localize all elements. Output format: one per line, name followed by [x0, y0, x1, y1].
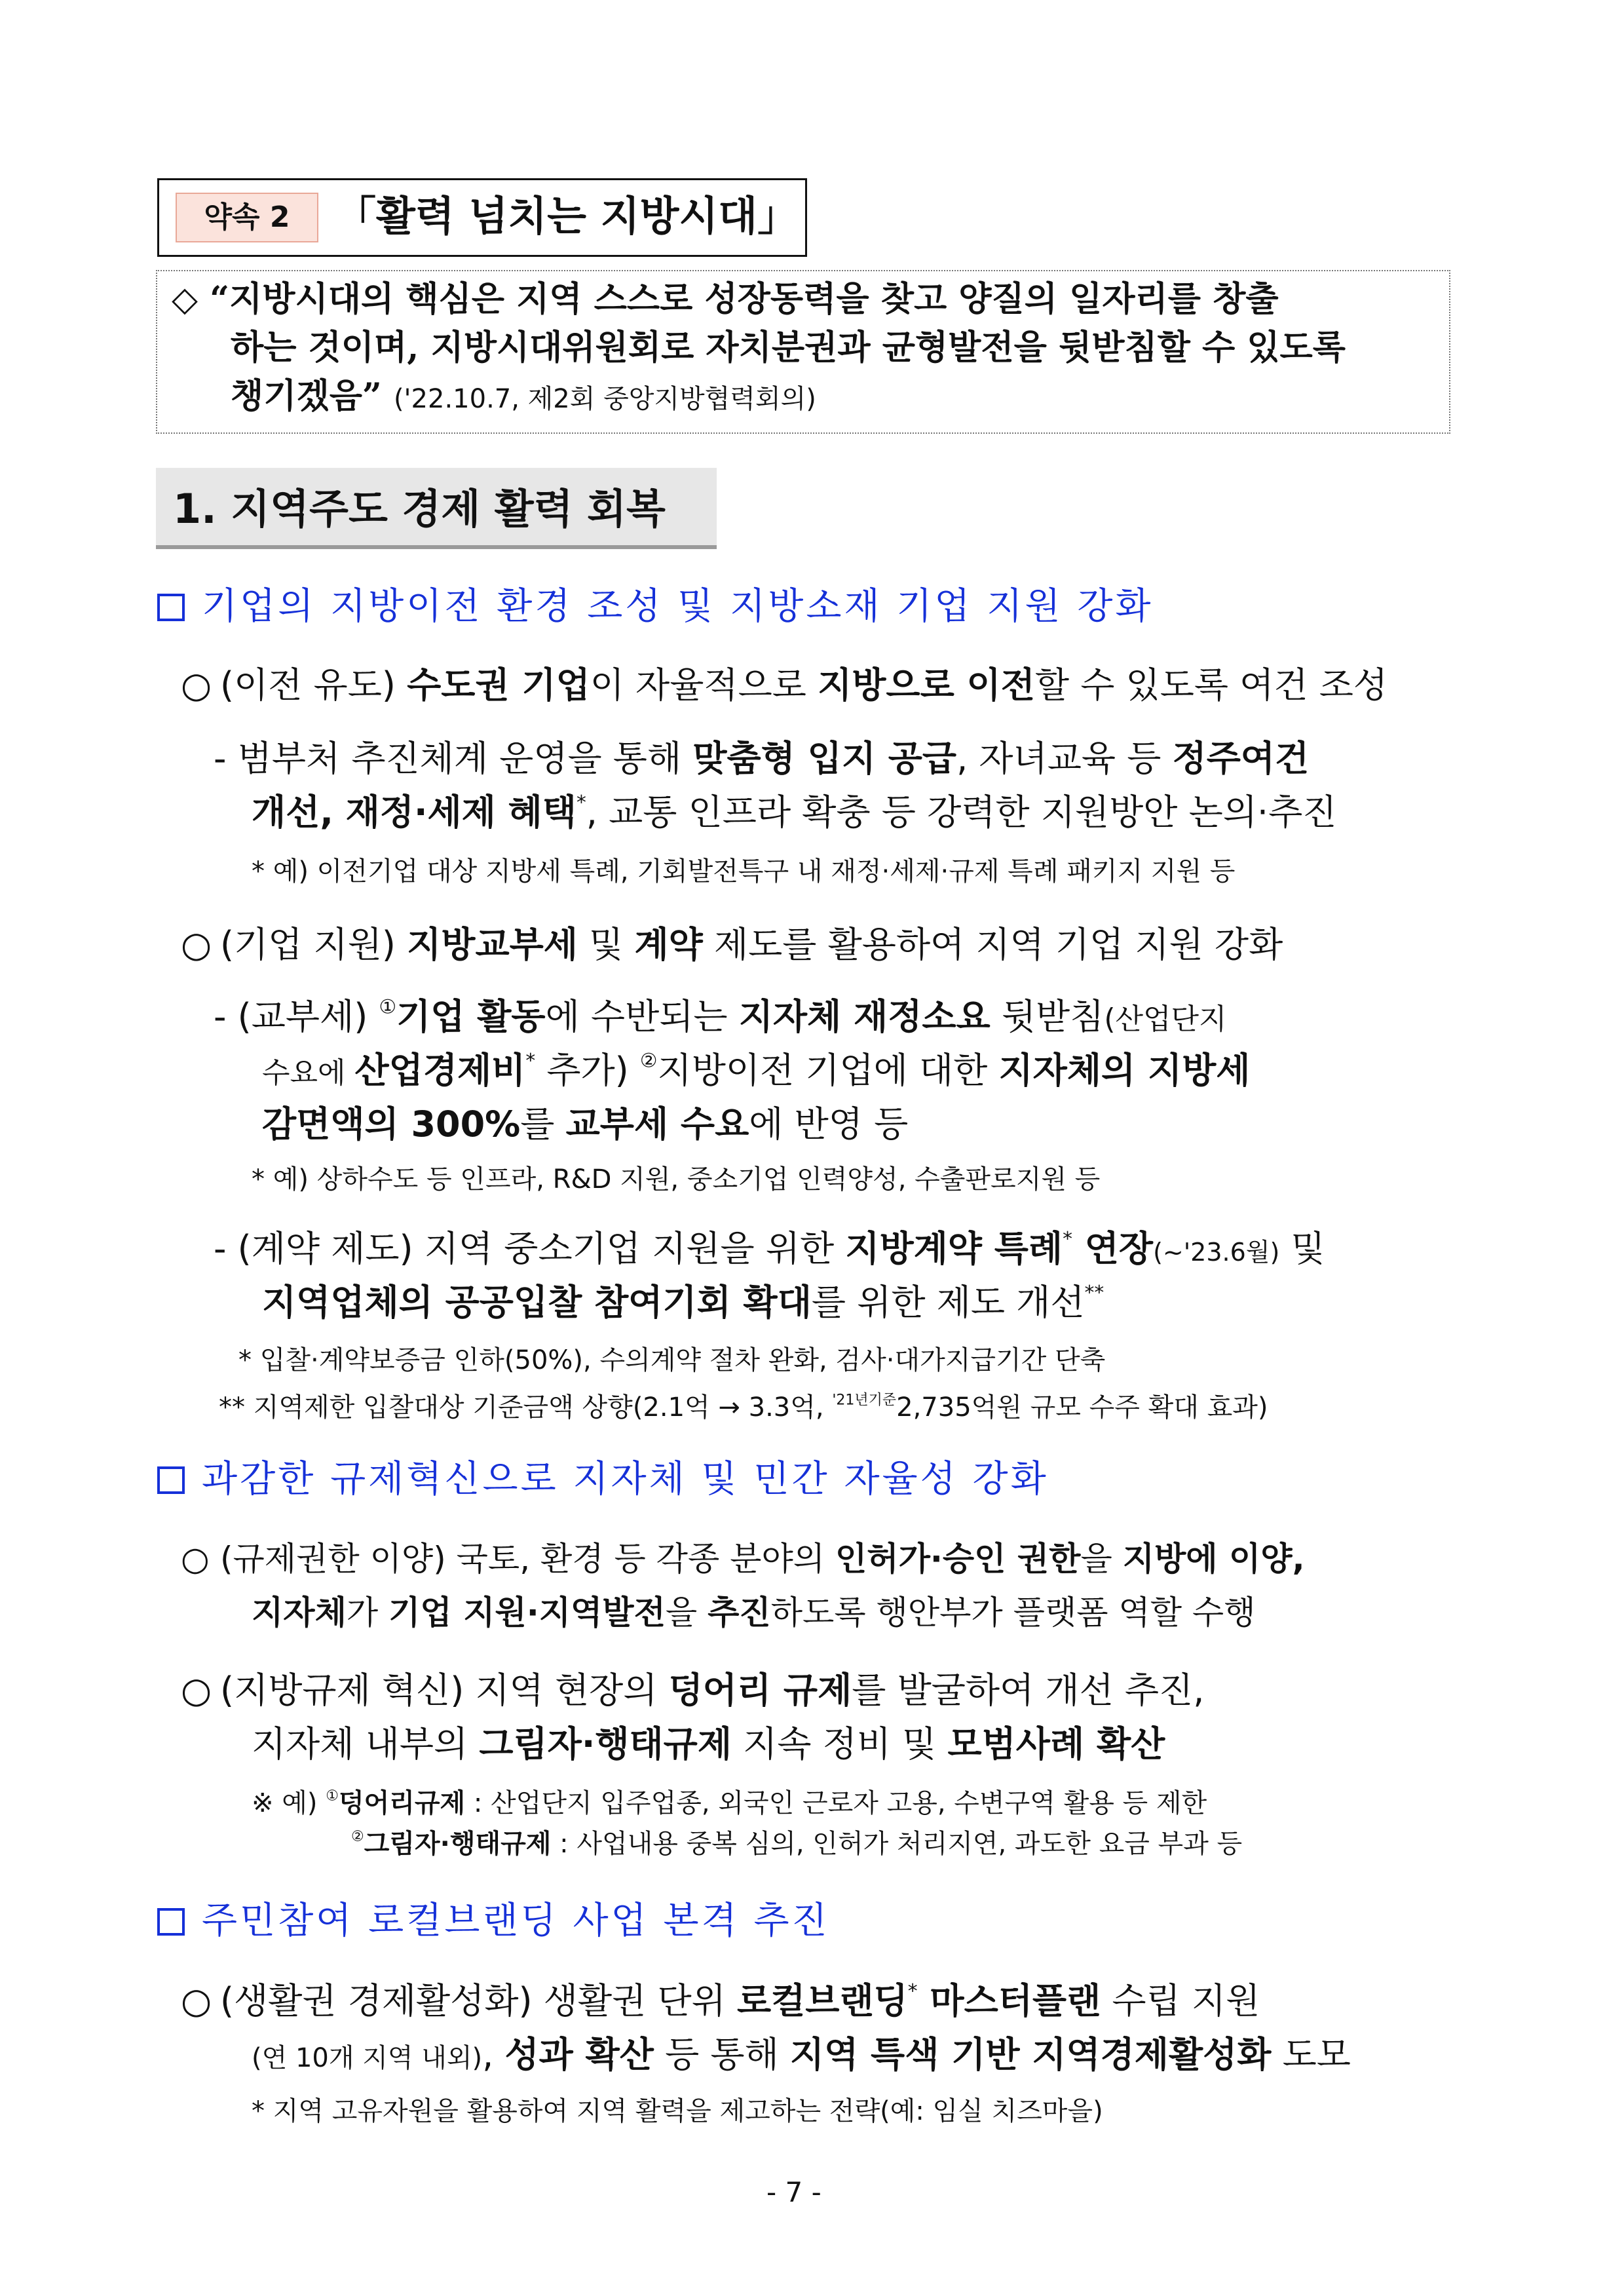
- note-1: * 예) 이전기업 대상 지방세 특례, 기회발전특구 내 재정·세제·규제 특례 패키지 지원 등: [252, 856, 1236, 887]
- sub-bullet-contract-1: - (계약 제도) 지역 중소기업 지원을 위한 지방계약 특례* 연장(~'23.6월) 및: [214, 1227, 1325, 1269]
- page-number: - 7 -: [766, 2176, 821, 2208]
- square-bullet-icon: [157, 1908, 185, 1936]
- sub-bullet-grant-3: 감면액의 300%를 교부세 수요에 반영 등: [262, 1103, 909, 1145]
- bullet-regulatory-authority-2: 지자체가 기업 지원·지역발전을 추진하도록 행안부가 플랫폼 역할 수행: [252, 1594, 1256, 1632]
- circle-bullet-icon: ○: [181, 1540, 210, 1578]
- square-bullet-icon: [157, 1466, 185, 1494]
- note-3: * 입찰·계약보증금 인하(50%), 수의계약 절차 완화, 검사·대가지급기간 단축: [238, 1345, 1106, 1375]
- note-5-line-2: ②그림자·행태규제 : 사업내용 중복 심의, 인허가 처리지연, 과도한 요금 부과 등: [351, 1828, 1243, 1859]
- bullet-relocation: ○ (이전 유도) 수도권 기업이 자율적으로 지방으로 이전할 수 있도록 여건 조성: [181, 659, 1388, 712]
- bullet-regulatory-authority-1: ○ (규제권한 이양) 국토, 환경 등 각종 분야의 인허가·승인 권한을 지방에 이양,: [181, 1533, 1305, 1584]
- bullet-local-regulation-2: 지자체 내부의 그림자·행태규제 지속 정비 및 모범사례 확산: [252, 1723, 1165, 1765]
- dash-bullet-icon: -: [214, 996, 227, 1037]
- bullet-local-regulation-1: ○ (지방규제 혁신) 지역 현장의 덩어리 규제를 발굴하여 개선 추진,: [181, 1664, 1204, 1717]
- promise-title: 「활력 넘치는 지방시대」: [335, 192, 799, 240]
- note-4: ** 지역제한 입찰대상 기준금액 상향(2.1억 → 3.3억, $^{'21년기준}$2,735억원 규모 수주 확대 효과): [219, 1392, 1268, 1423]
- bullet-living-area-1: ○ (생활권 경제활성화) 생활권 단위 로컬브랜딩* 마스터플랜 수립 지원: [181, 1975, 1260, 2027]
- square-bullet-icon: [157, 594, 185, 621]
- diamond-icon: ◇: [172, 279, 198, 319]
- sub-bullet-grant-1: - (교부세) ①기업 활동에 수반되는 지자체 재정소요 뒷받침(산업단지: [214, 995, 1227, 1037]
- sub-bullet-relocation-2: 개선, 재정·세제 혜택*, 교통 인프라 확충 등 강력한 지원방안 논의·추진: [252, 791, 1337, 833]
- heading-2: 과감한 규제혁신으로 지자체 및 민간 자율성 강화: [157, 1452, 1049, 1507]
- quote-line-3: 챙기겠음” ('22.10.7, 제2회 중앙지방협력회의): [231, 376, 816, 416]
- sub-bullet-grant-2: 수요에 산업경제비* 추가) ②지방이전 기업에 대한 지자체의 지방세: [262, 1049, 1251, 1091]
- bullet-corporate-support: ○ (기업 지원) 지방교부세 및 계약 제도를 활용하여 지역 기업 지원 강화: [181, 919, 1283, 971]
- circle-bullet-icon: ○: [181, 1670, 212, 1711]
- note-2: * 예) 상하수도 등 인프라, R&D 지원, 중소기업 인력양성, 수출판로지원 등: [252, 1164, 1101, 1195]
- circle-bullet-icon: ○: [181, 664, 212, 706]
- quote-line-2: 하는 것이며, 지방시대위원회로 자치분권과 균형발전을 뒷받침할 수 있도록: [231, 328, 1346, 368]
- quote-source: ('22.10.7, 제2회 중앙지방협력회의): [393, 384, 816, 414]
- note-5-line-1: ※ 예) ①덩어리규제 : 산업단지 입주업종, 외국인 근로자 고용, 수변구역 활용 등 제한: [252, 1788, 1207, 1818]
- heading-3: 주민참여 로컬브랜딩 사업 본격 추진: [157, 1894, 830, 1949]
- note-6: * 지역 고유자원을 활용하여 지역 활력을 제고하는 전략(예: 임실 치즈마을): [252, 2096, 1103, 2126]
- dash-bullet-icon: -: [214, 738, 227, 779]
- sub-bullet-relocation-1: - 범부처 추진체계 운영을 통해 맞춤형 입지 공급, 자녀교육 등 정주여건: [214, 738, 1310, 779]
- circle-bullet-icon: ○: [181, 1980, 212, 2021]
- section-title: 1. 지역주도 경제 활력 회복: [173, 485, 666, 533]
- sub-bullet-contract-2: 지역업체의 공공입찰 참여기회 확대를 위한 제도 개선**: [262, 1281, 1105, 1323]
- circle-bullet-icon: ○: [181, 924, 212, 965]
- heading-1: 기업의 지방이전 환경 조성 및 지방소재 기업 지원 강화: [157, 579, 1154, 634]
- quote-line-1: ◇ “지방시대의 핵심은 지역 스스로 성장동력을 찾고 양질의 일자리를 창출: [172, 279, 1279, 319]
- dash-bullet-icon: -: [214, 1228, 227, 1269]
- bullet-living-area-2: (연 10개 지역 내외), 성과 확산 등 통해 지역 특색 기반 지역경제활성화 도모: [252, 2034, 1351, 2075]
- promise-tag: 약속 2: [176, 193, 318, 242]
